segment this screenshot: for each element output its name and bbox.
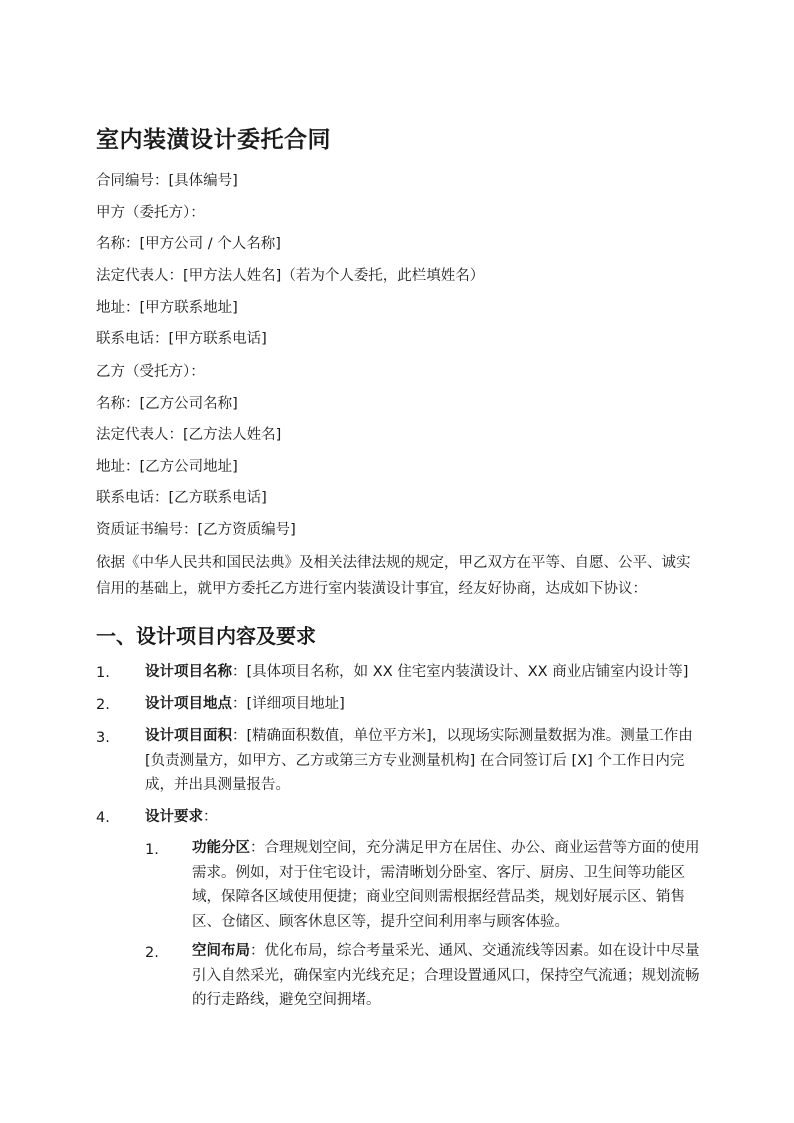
item-number: 1. [96,665,110,681]
field-party-b-legal-rep: 法定代表人：[乙方法人姓名] [96,427,282,443]
item-label: 设计要求 [145,809,203,825]
section-heading: 一、设计项目内容及要求 [96,624,316,648]
field-party-a-heading: 甲方（委托方）： [96,205,205,221]
list-item [145,724,705,798]
list-item [145,692,705,717]
item-number: 3. [96,730,110,746]
subitem-label: 功能分区 [192,840,250,856]
list-item [145,805,705,830]
subitem-number: 2. [145,945,159,961]
field-party-a-name: 名称：[甲方公司 / 个人名称] [96,236,281,252]
intro-paragraph: 依据《中华人民共和国民法典》及相关法律法规的规定，甲乙双方在平等、自愿、公平、诚实信用的基础上，就甲方委托乙方进行室内装潢设计事宜，经友好协商，达成如下协议： [96,555,691,597]
field-party-b-address: 地址：[乙方公司地址] [96,459,238,475]
list-subitem [192,939,704,1013]
subitem-content: ：合理规划空间，充分满足甲方在居住、办公、商业运营等方面的使用需求。例如，对于住宅设计，需清晰划分卧室、客厅、厨房、卫生间等功能区域，保障各区域使用便捷；商业空间则需根据经营品类，规划好展示区、销售区、仓储区、顾客休息区等，提升空间利用率与顾客体验。 [192,840,700,930]
document-title: 室内装潢设计委托合同 [96,127,331,153]
item-number: 2. [96,697,110,713]
list-item [145,660,705,685]
field-party-b-license: 资质证书编号：[乙方资质编号] [96,522,296,538]
field-party-b-heading: 乙方（受托方）： [96,364,205,380]
subitem-label: 空间布局 [192,943,250,959]
item-content: ：[具体项目名称，如 XX 住宅室内装潢设计、XX 商业店铺室内设计等] [232,664,689,680]
field-party-a-legal-rep: 法定代表人：[甲方法人姓名]（若为个人委托，此栏填姓名） [96,268,485,284]
list-subitem [192,836,704,934]
item-content: ：[精确面积数值，单位平方米]，以现场实际测量数据为准。测量工作由[负责测量方，如甲方、乙方或第三方专业测量机构] 在合同签订后 [X] 个工作日内完成，并出具测量报告。 [145,728,693,793]
subitem-content: ：优化布局，综合考量采光、通风、交通流线等因素。如在设计中尽量引入自然采光，确保室内光线充足；合理设置通风口，保持空气流通；规划流畅的行走路线，避免空间拥堵。 [192,943,700,1008]
item-label: 设计项目名称 [145,664,232,680]
item-label: 设计项目地点 [145,696,232,712]
item-number: 4. [96,810,110,826]
field-party-a-phone: 联系电话：[甲方联系电话] [96,331,267,347]
field-party-b-name: 名称：[乙方公司名称] [96,396,238,412]
field-party-b-phone: 联系电话：[乙方联系电话] [96,490,267,506]
item-content: ： [203,809,218,825]
item-label: 设计项目面积 [145,728,232,744]
item-content: ：[详细项目地址] [232,696,345,712]
subitem-number: 1. [145,842,159,858]
field-contract-number: 合同编号：[具体编号] [96,173,238,189]
field-party-a-address: 地址：[甲方联系地址] [96,300,238,316]
